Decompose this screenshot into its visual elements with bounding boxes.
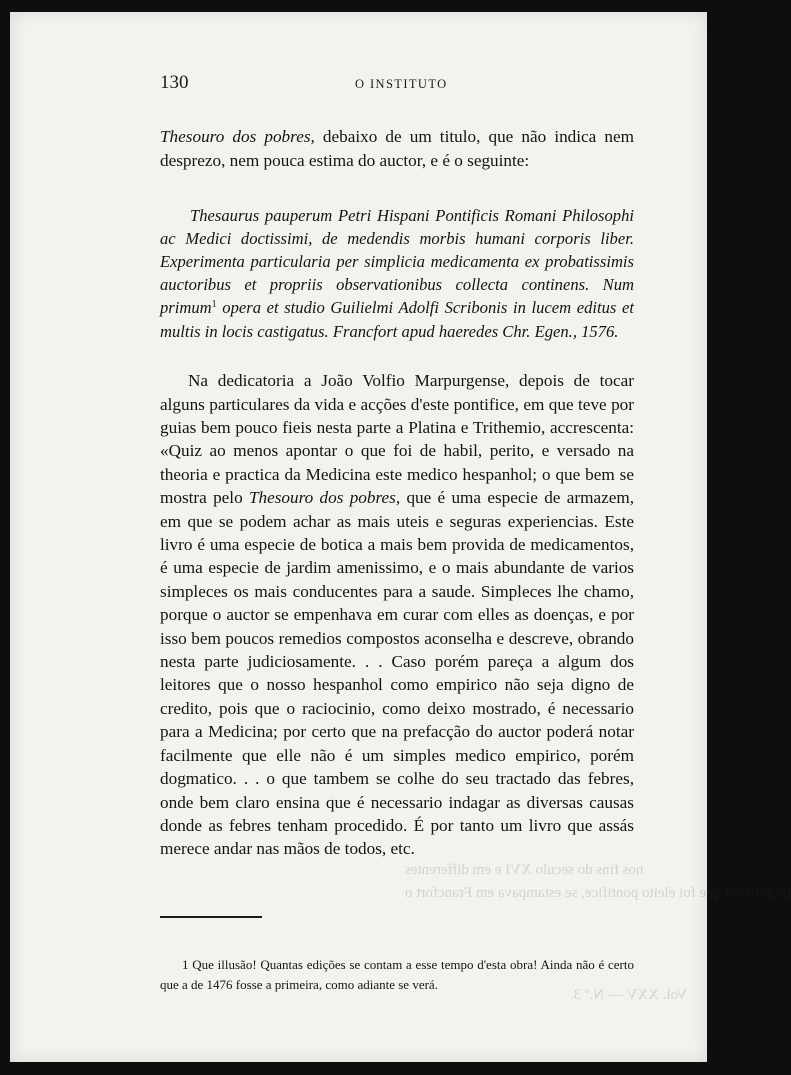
dedication-text-1: Na dedicatoria a João Volfio Marpurgense, depois de tocar alguns particulares da vida e acções d'este pontifice, em que teve por guias bem pouco fieis nesta parte a Platina e Trithemio, accrescenta: «Quiz ao menos apontar o que foi de habil, perito, e versado na theoria e practica da Medicina este medico hespanhol; o que bem se mostra pelo bbox=[160, 371, 634, 508]
page-number: 130 bbox=[160, 72, 189, 93]
intro-text: debaixo de um titulo, que não indica nem desprezo, nem pouca estima do auctor, e é o seguinte: bbox=[160, 127, 634, 170]
footnote-marker: 1 bbox=[182, 957, 189, 972]
latin-title-paragraph bbox=[160, 204, 634, 343]
intro-book-title: Thesouro dos pobres, bbox=[160, 127, 315, 147]
footnote bbox=[160, 955, 634, 994]
running-title: O INSTITUTO bbox=[355, 77, 448, 91]
dedication-paragraph bbox=[160, 369, 634, 861]
show-through-line-1: nos fins do seculo XVI e em differentes bbox=[405, 862, 644, 878]
footnote-text: Que illusão! Quantas edições se contam a esse tempo d'esta obra! Ainda não é certo que a de 1476 fosse a primeira, como adiante se verá. bbox=[160, 957, 634, 992]
dedication-book-title: Thesouro dos pobres, bbox=[248, 488, 401, 508]
footnote-rule bbox=[160, 916, 262, 918]
intro-paragraph bbox=[160, 125, 634, 172]
show-through-line-3: Vol. XXV — N.º 3. bbox=[570, 987, 688, 1003]
latin-title-part-2: opera et studio Guilielmi Adolfi Scribonis in lucem editus et multis in locis castigatus. Francfort apud haeredes Chr. Egen., 1576. bbox=[160, 298, 634, 341]
latin-title-part-1: Thesaurus pauperum Petri Hispani Pontificis Romani Philosophi ac Medici doctissimi, de medendis morbis humani corporis liber. Experimenta particularia per simplicia medicamenta ex probatissimis auctoribus et propriis observationibus collecta continens. Num primum bbox=[160, 205, 634, 318]
show-through-line-2: proprio em que foi eleito pontifice, se estampava em Francfort o bbox=[405, 885, 791, 901]
book-page bbox=[10, 12, 791, 1062]
page-header bbox=[160, 72, 640, 100]
footnote-reference: 1 bbox=[211, 299, 217, 311]
dedication-text-2: que é uma especie de armazem, em que se podem achar as mais uteis e seguras experiencias. Este livro é uma especie de botica a mais bem provida de medicamentos, é uma especie de jardim amenissimo, e o mais abundante de varios simpleces os mais conducentes para a saude. Simpleces lhe chamo, porque o auctor se empenhava em curar com elles as doenças, e por isso bem poucos remedios compostos aconselha e descreve, obrando nesta parte judiciosamente. . . Caso porém pareça a algum dos leitores que o nosso hespanhol como empirico não seja digno de credito, pois que o raciocinio, como deixo mostrado, é necessario para a Medicina; por certo que na prefacção do auctor poderá notar facilmente que elle não é um simples medico empirico, porém dogmatico. . . o que tambem se colhe do seu tractado das febres, onde bem claro ensina que é necessario indagar as diversas causas donde as febres tenham procedido. É por tanto um livro que assás merece andar nas mãos de todos, etc. bbox=[160, 488, 634, 859]
